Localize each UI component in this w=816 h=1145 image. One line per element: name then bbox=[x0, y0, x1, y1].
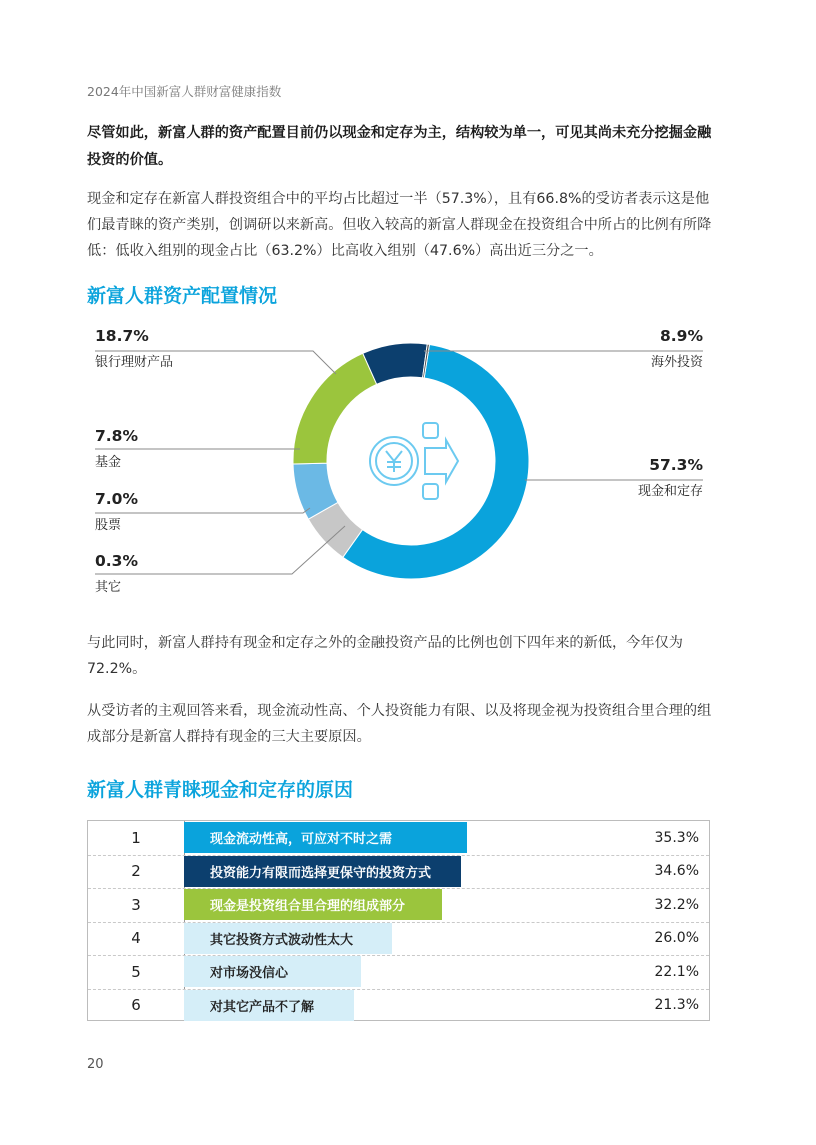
rank-number: 1 bbox=[131, 828, 141, 847]
row-divider bbox=[88, 955, 709, 956]
callout-bank-products bbox=[95, 327, 173, 370]
ranking-value: 35.3% bbox=[654, 829, 699, 846]
ranking-row bbox=[88, 888, 709, 922]
report-header-title: 2024年中国新富人群财富健康指数 bbox=[87, 84, 282, 99]
ranking-row bbox=[88, 922, 709, 956]
section-title-asset-allocation: 新富人群资产配置情况 bbox=[87, 285, 278, 307]
rank-number: 5 bbox=[131, 962, 141, 981]
ranking-value: 32.2% bbox=[654, 896, 699, 913]
intro-paragraph: 现金和定存在新富人群投资组合中的平均占比超过一半（57.3%），且有66.8%的受访者表示这是他们最青睐的资产类别，创调研以来新高。但收入较高的新富人群现金在投资组合中所占的比例有所降低：低收入组别的现金占比（63.2%）比高收入组别（47.6%）高出近三分之一。 bbox=[87, 191, 712, 259]
callout-value: 57.3% bbox=[649, 456, 703, 474]
callout-cash-deposits bbox=[638, 456, 703, 499]
lead-paragraph: 尽管如此，新富人群的资产配置目前仍以现金和定存为主，结构较为单一，可见其尚未充分挖掘金融投资的价值。 bbox=[87, 125, 712, 168]
callout-value: 18.7% bbox=[95, 327, 149, 345]
callout-value: 8.9% bbox=[660, 327, 703, 345]
callout-value: 0.3% bbox=[95, 552, 138, 570]
yen-coin-arrow-icon bbox=[370, 423, 458, 499]
callout-label: 其它 bbox=[95, 580, 122, 595]
rank-number: 6 bbox=[131, 996, 141, 1015]
callout-fund bbox=[95, 427, 138, 470]
ranking-bar-label: 对其它产品不了解 bbox=[210, 999, 315, 1015]
callout-value: 7.0% bbox=[95, 490, 138, 508]
callout-overseas bbox=[651, 327, 703, 370]
row-divider bbox=[88, 922, 709, 923]
ranking-bar-label: 对市场没信心 bbox=[210, 966, 289, 982]
row-divider bbox=[88, 855, 709, 856]
callout-label: 股票 bbox=[95, 518, 122, 533]
rank-number: 2 bbox=[131, 862, 141, 881]
callout-value: 7.8% bbox=[95, 427, 138, 445]
slice-bank-products bbox=[293, 353, 377, 464]
callout-stock bbox=[95, 490, 138, 533]
ranking-value: 22.1% bbox=[654, 963, 699, 980]
row-divider bbox=[88, 888, 709, 889]
page-number: 20 bbox=[87, 1057, 104, 1072]
ranking-row bbox=[88, 989, 709, 1023]
paragraph-cash-reasons: 从受访者的主观回答来看，现金流动性高、个人投资能力有限、以及将现金视为投资组合里合理的组成部分是新富人群持有现金的三大主要原因。 bbox=[87, 703, 712, 745]
callout-label: 现金和定存 bbox=[637, 484, 703, 499]
ranking-bar-label: 投资能力有限而选择更保守的投资方式 bbox=[210, 865, 432, 881]
callout-label: 海外投资 bbox=[650, 355, 703, 370]
rank-number: 4 bbox=[131, 929, 141, 948]
row-divider bbox=[88, 989, 709, 990]
callout-label: 基金 bbox=[95, 455, 122, 470]
ranking-bar-label: 现金流动性高，可应对不时之需 bbox=[210, 832, 393, 848]
ranking-row bbox=[88, 821, 709, 855]
callout-other bbox=[95, 552, 138, 595]
cash-reasons-ranking-chart bbox=[87, 820, 710, 1021]
paragraph-non-cash-ratio: 与此同时，新富人群持有现金和定存之外的金融投资产品的比例也创下四年来的新低，今年仅为72.2%。 bbox=[87, 635, 683, 677]
ranking-value: 26.0% bbox=[654, 930, 699, 947]
section-title-cash-reasons: 新富人群青睐现金和定存的原因 bbox=[87, 779, 354, 801]
ranking-row bbox=[88, 855, 709, 889]
rank-number: 3 bbox=[131, 895, 141, 914]
ranking-value: 34.6% bbox=[654, 863, 699, 880]
ranking-value: 21.3% bbox=[654, 997, 699, 1014]
ranking-row bbox=[88, 955, 709, 989]
ranking-bar-label: 现金是投资组合里合理的组成部分 bbox=[210, 899, 406, 915]
ranking-bar-label: 其它投资方式波动性太大 bbox=[210, 932, 354, 948]
callout-label: 银行理财产品 bbox=[95, 355, 174, 370]
